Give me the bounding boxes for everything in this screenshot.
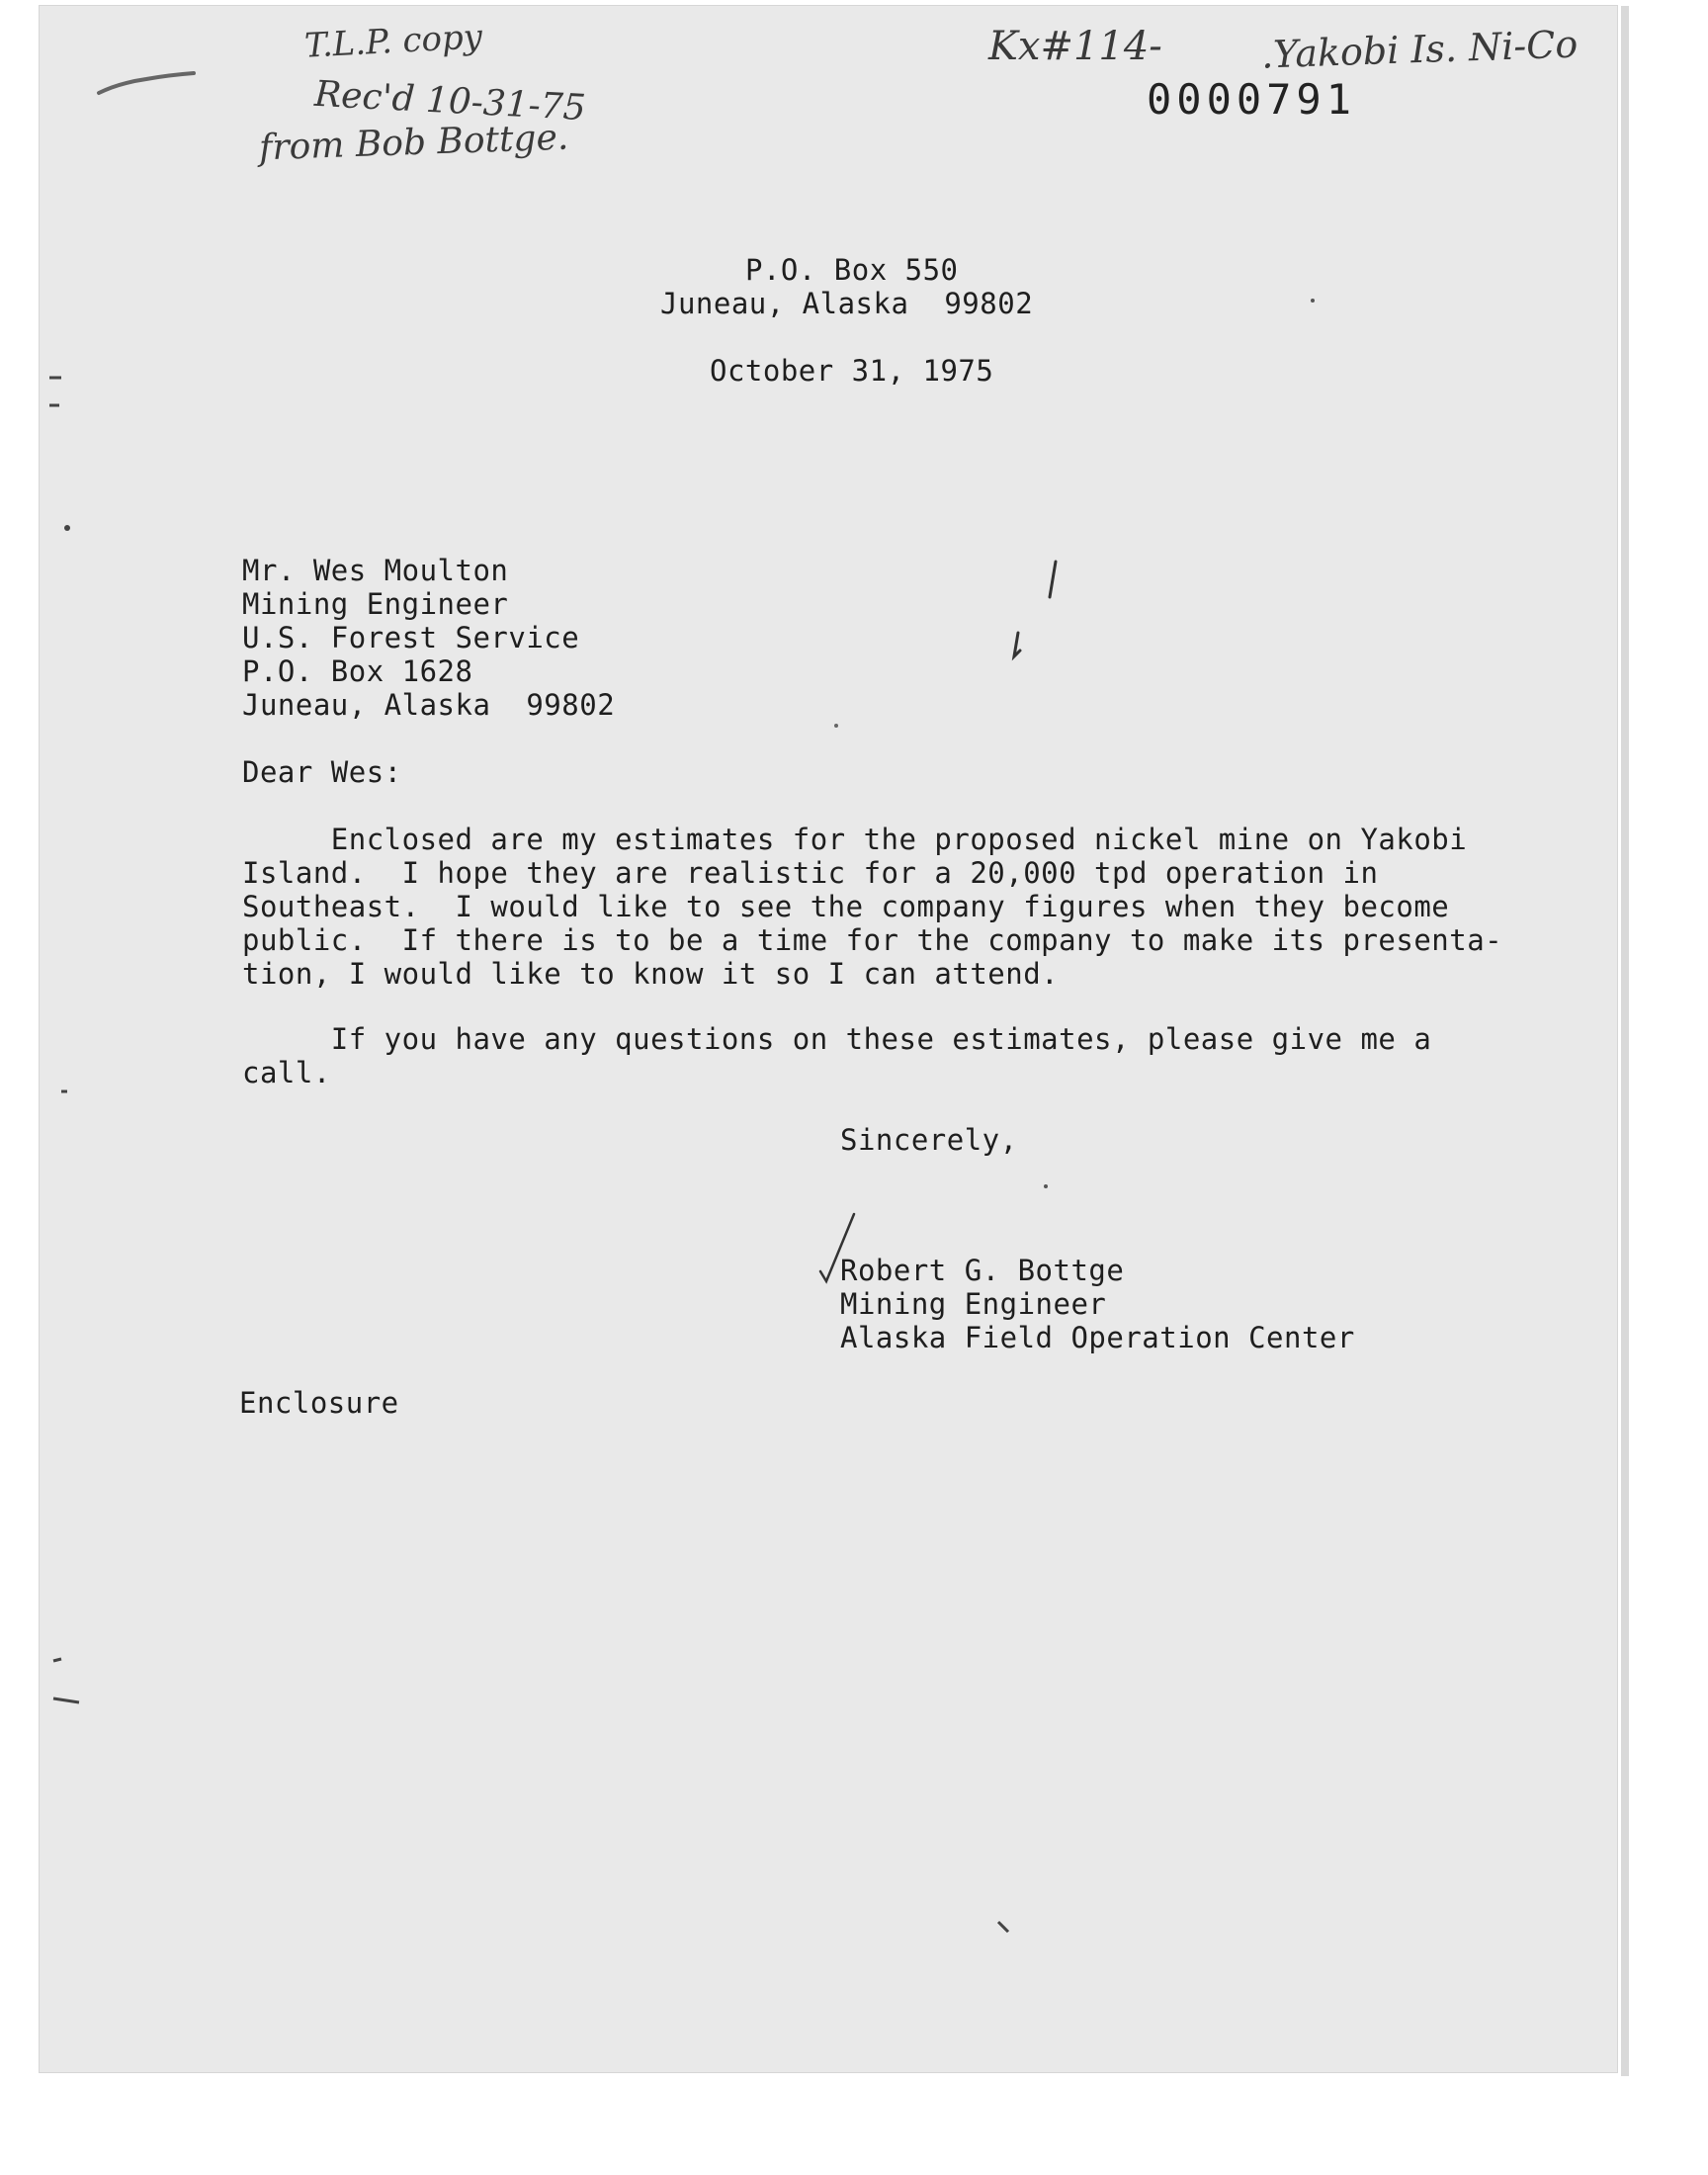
recipient-name: Mr. Wes Moulton — [242, 554, 509, 587]
sender-address-line1: P.O. Box 550 — [745, 253, 959, 287]
body-line: Island. I hope they are realistic for a 20,000 tpd operation in — [242, 856, 1379, 890]
enclosure-note: Enclosure — [239, 1386, 399, 1420]
body-line: If you have any questions on these estimates, please give me a — [242, 1022, 1432, 1056]
body-line: public. If there is to be a time for the company to make its presenta- — [242, 923, 1503, 957]
speck — [1044, 1184, 1048, 1188]
signer-name: Robert G. Bottge — [840, 1254, 1125, 1287]
body-line: call. — [242, 1056, 331, 1089]
handwritten-copy-note: T.L.P. copy — [303, 17, 483, 66]
handwritten-file-code: Kx#114- — [988, 24, 1162, 69]
closing: Sincerely, — [840, 1123, 1018, 1157]
speck — [1311, 299, 1315, 303]
body-line: Enclosed are my estimates for the proposed nickel mine on Yakobi — [242, 823, 1468, 856]
body-line: tion, I would like to know it so I can attend. — [242, 957, 1060, 991]
handwritten-received-note: Rec'd 10-31-75 — [313, 73, 587, 130]
scribble-mark — [99, 73, 194, 93]
letter-date: October 31, 1975 — [710, 354, 994, 388]
signer-title: Mining Engineer — [840, 1287, 1107, 1321]
handwritten-file-subject: .Yakobi Is. Ni-Co — [1260, 22, 1579, 77]
recipient-organization: U.S. Forest Service — [242, 621, 580, 654]
speck — [64, 525, 70, 531]
recipient-title: Mining Engineer — [242, 587, 509, 621]
recipient-box: P.O. Box 1628 — [242, 654, 473, 688]
document-number-stamp: 0000791 — [1147, 75, 1357, 124]
speck — [998, 1922, 1008, 1932]
recipient-check-mark — [1014, 562, 1056, 656]
handwritten-from-note: from Bob Bottge. — [258, 117, 569, 169]
signer-office: Alaska Field Operation Center — [840, 1321, 1355, 1354]
body-line: Southeast. I would like to see the company figures when they become — [242, 890, 1450, 923]
signer-check-mark — [820, 1214, 854, 1281]
recipient-city: Juneau, Alaska 99802 — [242, 688, 616, 722]
margin-dash — [53, 1659, 61, 1661]
margin-dash — [53, 1698, 79, 1702]
speck — [834, 724, 838, 728]
salutation: Dear Wes: — [242, 755, 402, 789]
sender-address-line2: Juneau, Alaska 99802 — [660, 287, 1034, 320]
